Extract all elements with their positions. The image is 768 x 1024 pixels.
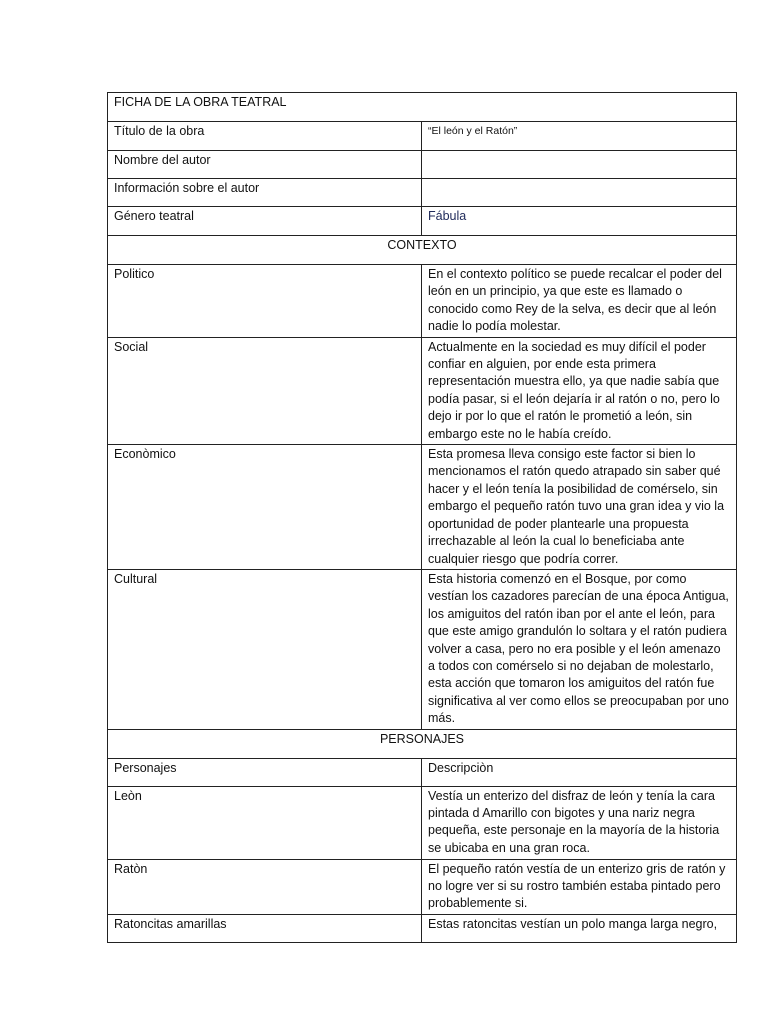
personajes-heading: PERSONAJES [108, 729, 737, 758]
row-label: Información sobre el autor [108, 179, 422, 207]
row-label: Cultural [108, 569, 422, 729]
table-row [108, 859, 737, 914]
ficha-table [107, 92, 737, 943]
section-heading-row [108, 236, 737, 265]
section-heading-row [108, 729, 737, 758]
row-value: En el contexto político se puede recalcar el poder del león en un principio, ya que este es llamado o conocido como Rey de la selva, es decir que al león nadie lo podía molestar. [422, 265, 737, 338]
row-label: Politico [108, 265, 422, 338]
row-label: Nombre del autor [108, 151, 422, 179]
row-value: El pequeño ratón vestía de un enterizo gris de ratón y no logre ver si su rostro también estaba pintado pero probablemente si. [422, 859, 737, 914]
ficha-title: FICHA DE LA OBRA TEATRAL [108, 93, 737, 122]
row-label: Ratoncitas amarillas [108, 914, 422, 942]
row-value [422, 179, 737, 207]
row-label: Título de la obra [108, 122, 422, 151]
row-label: Econòmico [108, 445, 422, 570]
row-value: Vestía un enterizo del disfraz de león y tenía la cara pintada d Amarillo con bigotes y una nariz negra pequeña, este personaje en la mayoría de la historia se ubicaba en una gran roca. [422, 786, 737, 859]
row-value [422, 151, 737, 179]
row-value: Actualmente en la sociedad es muy difícil el poder confiar en alguien, por ende esta primera representación muestra ello, ya que nadie sabía que podía pasar, si el león dejaría ir al ratón o no, pero lo dejo ir por lo que el ratón le prometió a león, sin embargo este no le había creído. [422, 337, 737, 444]
table-row [108, 337, 737, 444]
row-value: Estas ratoncitas vestían un polo manga larga negro, [422, 914, 737, 942]
table-row [108, 914, 737, 942]
contexto-heading: CONTEXTO [108, 236, 737, 265]
header-row [108, 93, 737, 122]
table-row [108, 207, 737, 236]
column-header-row [108, 758, 737, 786]
row-value: “El león y el Ratón” [422, 122, 737, 151]
table-row [108, 569, 737, 729]
row-label: Género teatral [108, 207, 422, 236]
table-row [108, 179, 737, 207]
row-label: Ratòn [108, 859, 422, 914]
row-label: Social [108, 337, 422, 444]
table-row [108, 265, 737, 338]
column-header-descripcion: Descripciòn [422, 758, 737, 786]
table-row [108, 786, 737, 859]
row-value: Esta promesa lleva consigo este factor si bien lo mencionamos el ratón quedo atrapado sin saber qué hacer y el león tenía la posibilidad de comérselo, sin embargo el pequeño ratón tuvo una gran idea y vio la oportunidad de poder plantearle una propuesta irrechazable al león la cual lo beneficiaba ante cualquier riesgo que podría correr. [422, 445, 737, 570]
row-label: Leòn [108, 786, 422, 859]
row-value: Esta historia comenzó en el Bosque, por como vestían los cazadores parecían de una época Antigua, los amiguitos del ratón iban por el ante el león, para que este amigo grandulón lo soltara y el ratón pudiera volver a casa, pero no era posible y el león amenazo a todos con comérselo si no dejaban de molestarlo, esta acción que tomaron los amiguitos del ratón fue significativa al ver como ellos se preocupaban por uno más. [422, 569, 737, 729]
row-value: Fábula [422, 207, 737, 236]
table-row [108, 445, 737, 570]
table-row [108, 151, 737, 179]
table-row [108, 122, 737, 151]
column-header-personajes: Personajes [108, 758, 422, 786]
